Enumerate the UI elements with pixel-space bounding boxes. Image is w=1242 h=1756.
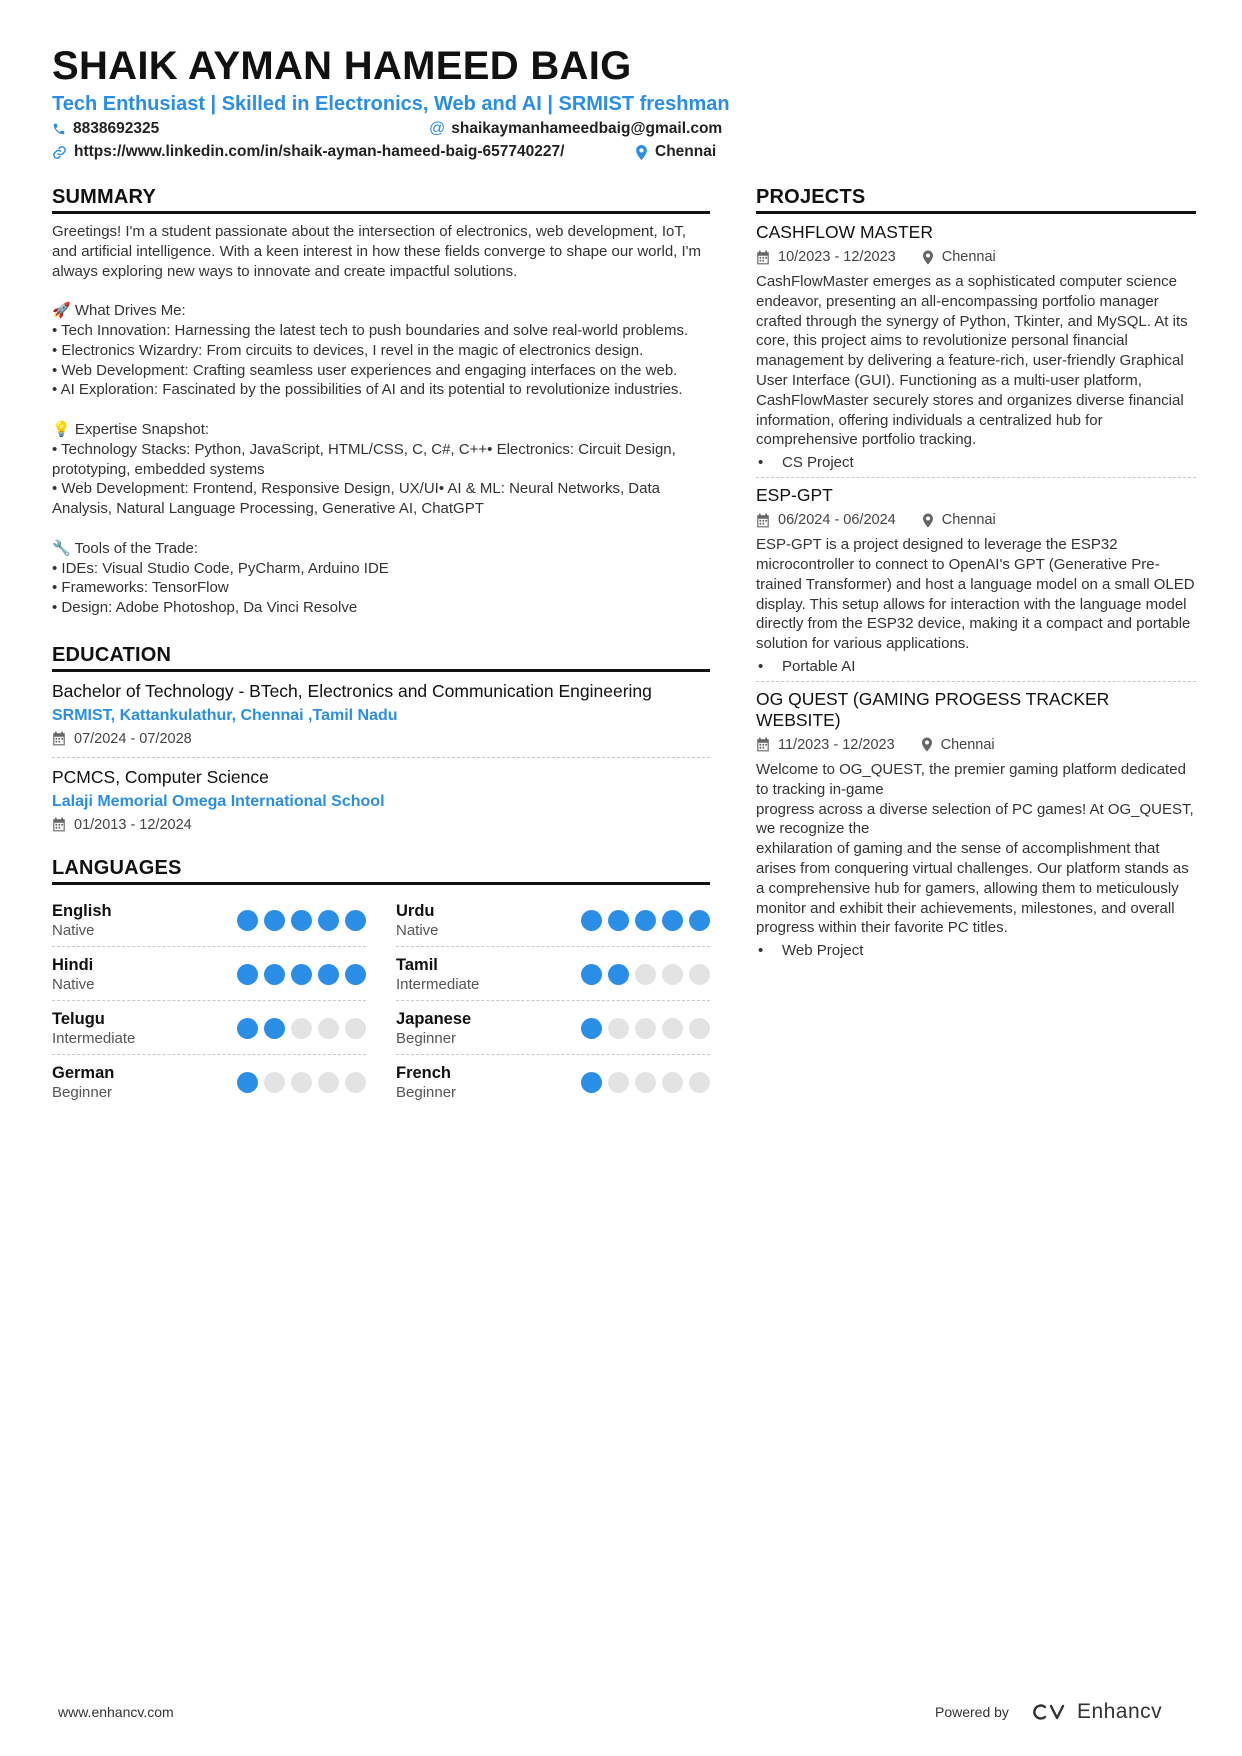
enhancv-logo-icon: [1031, 1702, 1071, 1722]
language-level: Beginner: [52, 1084, 113, 1102]
project-title: CASHFLOW MASTER: [756, 222, 933, 242]
linkedin-link[interactable]: https://www.linkedin.com/in/shaik-ayman-hameed-baig-657740227/: [74, 143, 565, 160]
rating-dot-filled: [345, 964, 366, 985]
enhancv-logo[interactable]: [1031, 1700, 1162, 1724]
bullet-icon: •: [758, 942, 764, 960]
language-item: [52, 1001, 366, 1055]
right-column: [756, 186, 1196, 965]
education-section: [52, 644, 710, 843]
calendar-icon: [52, 731, 66, 746]
project-meta: [756, 512, 1196, 528]
rating-dot-filled: [608, 964, 629, 985]
education-item: [52, 757, 710, 843]
tagline: Tech Enthusiast | Skilled in Electronics, Web and AI | SRMIST freshman: [52, 93, 730, 115]
rating-dot-filled: [581, 964, 602, 985]
education-dates-row: [52, 817, 710, 833]
rating-dot-empty: [318, 1072, 339, 1093]
rating-dot-filled: [581, 1072, 602, 1093]
bullet-icon: •: [758, 657, 764, 675]
location-pin-icon: [635, 145, 648, 160]
language-rating: [581, 1018, 710, 1039]
rating-dot-filled: [581, 910, 602, 931]
projects-heading: PROJECTS: [756, 186, 1196, 214]
rating-dot-filled: [237, 1018, 258, 1039]
enhancv-logo-text: Enhancv: [1076, 1700, 1163, 1723]
language-name: Japanese: [396, 1009, 472, 1028]
rating-dot-empty: [662, 1072, 683, 1093]
project-location: Chennai: [940, 736, 995, 753]
projects-section: [756, 186, 1196, 965]
email-contact[interactable]: [429, 120, 722, 138]
project-item: [756, 477, 1196, 681]
powered-by: [935, 1700, 1162, 1724]
language-item: [396, 1055, 710, 1109]
language-name: German: [52, 1064, 115, 1083]
rating-dot-empty: [264, 1072, 285, 1093]
language-name: Urdu: [396, 901, 435, 920]
calendar-icon: [756, 250, 770, 265]
candidate-name: SHAIK AYMAN HAMEED BAIG: [52, 44, 632, 88]
education-dates-row: [52, 731, 710, 747]
rating-dot-filled: [608, 910, 629, 931]
location-pin-icon: [922, 250, 934, 265]
rating-dot-filled: [237, 910, 258, 931]
rating-dot-empty: [345, 1072, 366, 1093]
powered-by-text: Powered by: [935, 1704, 1009, 1720]
project-location: Chennai: [941, 512, 996, 529]
rating-dot-empty: [635, 1018, 656, 1039]
language-rating: [581, 910, 710, 931]
location-contact: [635, 143, 716, 161]
rating-dot-filled: [237, 1072, 258, 1093]
rating-dot-empty: [689, 964, 710, 985]
language-item: [396, 947, 710, 1001]
language-rating: [581, 1072, 710, 1093]
calendar-icon: [52, 817, 66, 832]
language-item: [52, 1055, 366, 1109]
language-level: Intermediate: [396, 975, 480, 993]
rating-dot-filled: [264, 1018, 285, 1039]
education-dates: 07/2024 - 07/2028: [74, 730, 192, 747]
language-rating: [237, 1018, 366, 1039]
rating-dot-filled: [345, 910, 366, 931]
rating-dot-empty: [689, 1072, 710, 1093]
education-heading: EDUCATION: [52, 644, 710, 672]
left-column: [52, 186, 710, 1109]
email-link[interactable]: shaikaymanhameedbaig@gmail.com: [451, 120, 723, 137]
location-text: Chennai: [655, 143, 717, 160]
language-rating: [237, 910, 366, 931]
location-pin-icon: [922, 513, 934, 528]
language-name: English: [52, 901, 112, 920]
language-level: Intermediate: [52, 1029, 136, 1047]
rating-dot-empty: [689, 1018, 710, 1039]
languages-heading: LANGUAGES: [52, 857, 710, 885]
rating-dot-filled: [689, 910, 710, 931]
language-item: [396, 1001, 710, 1055]
project-location-wrap: [922, 249, 996, 265]
education-degree: PCMCS, Computer Science: [52, 766, 269, 787]
rating-dot-filled: [291, 964, 312, 985]
rating-dot-filled: [635, 910, 656, 931]
footer-url[interactable]: www.enhancv.com: [58, 1704, 174, 1720]
project-tag-text: CS Project: [782, 454, 854, 472]
rating-dot-empty: [291, 1072, 312, 1093]
rating-dot-empty: [662, 964, 683, 985]
bullet-icon: •: [758, 454, 764, 472]
phone-icon: [52, 122, 66, 136]
rating-dot-filled: [264, 964, 285, 985]
rating-dot-empty: [662, 1018, 683, 1039]
project-description: Welcome to OG_QUEST, the premier gaming platform dedicated to tracking in-game progress across a diverse selection of PC games! At OG_QUEST, we recognize the exhilaration of gaming and the sense of accomplishment that arises from conquering virtual challenges. Our platform stands as a comprehensive hub for gamers, allowing them to meticulously monitor and exhibit their achievements, milestones, and overall progress within their favorite PC titles.: [756, 760, 1194, 937]
language-level: Native: [52, 921, 95, 939]
linkedin-contact[interactable]: [52, 143, 564, 161]
education-item: [52, 680, 710, 757]
rating-dot-empty: [608, 1072, 629, 1093]
project-dates: 11/2023 - 12/2023: [778, 736, 895, 753]
at-icon: @: [429, 120, 446, 137]
project-tag: [756, 942, 1196, 959]
rating-dot-filled: [662, 910, 683, 931]
rating-dot-empty: [635, 1072, 656, 1093]
project-title: ESP-GPT: [756, 485, 833, 506]
project-meta: [756, 249, 1196, 265]
project-location: Chennai: [941, 249, 996, 265]
rating-dot-filled: [237, 964, 258, 985]
language-name: French: [396, 1064, 452, 1083]
rating-dot-empty: [635, 964, 656, 985]
project-item: [756, 681, 1196, 965]
project-location-wrap: [922, 512, 996, 528]
location-pin-icon: [921, 737, 933, 752]
project-description: CashFlowMaster emerges as a sophisticated computer science endeavor, presenting an all-encompassing portfolio manager crafted through the synergy of Python, Tkinter, and MySQL. At its core, this project aims to revolutionize personal financial management by delivering a feature-rich, user-friendly Graphical User Interface (GUI). Functioning as a multi-user platform, CashFlowMaster securely stores and organizes diverse financial information, offering individuals a centralized hub for comprehensive portfolio tracking.: [756, 273, 1188, 449]
phone-text: 8838692325: [73, 120, 160, 137]
languages-grid: [52, 893, 710, 1109]
summary-text: Greetings! I'm a student passionate about the intersection of electronics, web development, IoT, and artificial intelligence. With a keen interest in how these fields converge to shape our world, I'm always exploring new ways to innovate and create impactful solutions. 🚀 What Drives Me: • Tech Innovation: Harnessing the latest tech to push boundaries and solve real-world problems. • Electronics Wizardry: From circuits to devices, I revel in the magic of electronics design. • Web Development: Crafting seamless user experiences and engaging interfaces on the web. • AI Exploration: Fascinated by the possibilities of AI and its potential to revolutionize industries. 💡 Expertise Snapshot: • Technology Stacks: Python, JavaScript, HTML/CSS, C, C#, C++• Electronics: Circuit Design, prototyping, embedded systems • Web Development: Frontend, Responsive Design, UX/UI• AI & ML: Neural Networks, Data Analysis, Natural Language Processing, Generative AI, ChatGPT 🔧 Tools of the Trade: • IDEs: Visual Studio Code, PyCharm, Arduino IDE • Frameworks: TensorFlow • Design: Adobe Photoshop, Da Vinci Resolve: [52, 223, 702, 617]
language-item: [396, 893, 710, 947]
link-icon: [52, 145, 67, 160]
project-meta: [756, 737, 1196, 753]
project-dates: 10/2023 - 12/2023: [778, 249, 896, 265]
language-level: Beginner: [396, 1084, 457, 1102]
phone-contact: [52, 120, 159, 138]
language-level: Beginner: [396, 1029, 457, 1047]
summary-heading: SUMMARY: [52, 186, 710, 214]
rating-dot-empty: [345, 1018, 366, 1039]
language-rating: [237, 1072, 366, 1093]
project-tag-text: Portable AI: [782, 657, 856, 675]
project-tag-text: Web Project: [782, 942, 864, 960]
rating-dot-empty: [608, 1018, 629, 1039]
rating-dot-empty: [318, 1018, 339, 1039]
language-name: Hindi: [52, 955, 94, 974]
project-tag: [756, 454, 1196, 471]
rating-dot-filled: [318, 964, 339, 985]
project-description: ESP-GPT is a project designed to leverage the ESP32 microcontroller to connect to OpenAI's GPT (Generative Pre-trained Transformer) and host a language model on a small OLED display. This setup allows for interaction with the language model directly from the ESP32 device, making it a compact and portable solution for various applications.: [756, 536, 1195, 653]
rating-dot-filled: [264, 910, 285, 931]
languages-section: [52, 857, 710, 1109]
education-dates: 01/2013 - 12/2024: [74, 816, 192, 833]
language-name: Tamil: [396, 955, 438, 974]
project-item: [756, 222, 1196, 477]
rating-dot-filled: [581, 1018, 602, 1039]
language-level: Native: [52, 975, 95, 993]
project-tag: [756, 658, 1196, 675]
rating-dot-filled: [318, 910, 339, 931]
project-location-wrap: [921, 737, 995, 753]
education-degree: Bachelor of Technology - BTech, Electronics and Communication Engineering: [52, 680, 652, 701]
summary-section: [52, 186, 710, 618]
project-dates: 06/2024 - 06/2024: [778, 512, 896, 529]
language-rating: [237, 964, 366, 985]
education-school: Lalaji Memorial Omega International School: [52, 792, 385, 810]
project-title: OG QUEST (GAMING PROGESS TRACKER WEBSITE): [756, 688, 1110, 730]
calendar-icon: [756, 737, 770, 752]
language-name: Telugu: [52, 1009, 105, 1028]
language-item: [52, 893, 366, 947]
rating-dot-filled: [291, 910, 312, 931]
calendar-icon: [756, 513, 770, 528]
language-level: Native: [396, 921, 439, 939]
language-item: [52, 947, 366, 1001]
rating-dot-empty: [291, 1018, 312, 1039]
language-rating: [581, 964, 710, 985]
education-school: SRMIST, Kattankulathur, Chennai ,Tamil Nadu: [52, 706, 398, 724]
